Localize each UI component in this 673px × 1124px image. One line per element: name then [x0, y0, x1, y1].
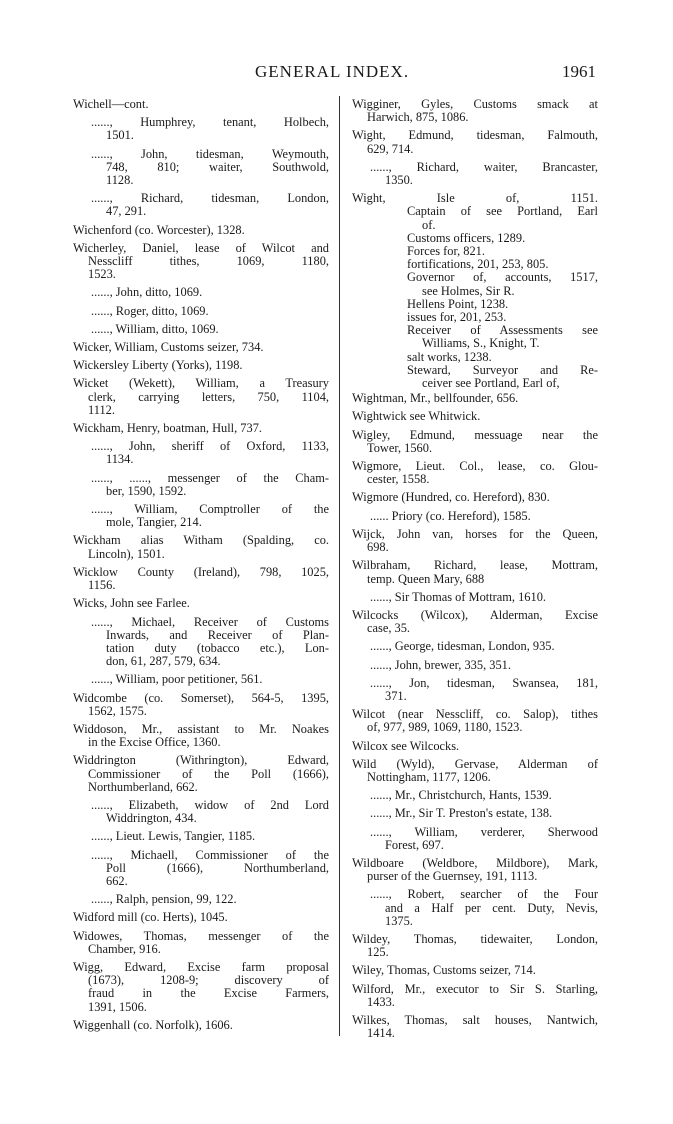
index-entry-line: Wild (Wyld), Gervase, Alderman of — [352, 756, 598, 771]
index-entry — [73, 305, 329, 318]
index-entry-line: Williams, S., Knight, T. — [422, 336, 540, 351]
index-entry-line: Wilkes, Thomas, salt houses, Nantwich, — [352, 1012, 598, 1027]
index-entry — [73, 472, 329, 498]
index-entry — [352, 640, 598, 653]
index-entry-line: ......, William, verderer, Sherwood — [370, 824, 598, 839]
index-entry-line: Wilcox see Wilcocks. — [352, 738, 460, 753]
index-entry — [352, 964, 598, 977]
index-entry — [73, 673, 329, 686]
index-entry-line: Widdrington (Withrington), Edward, — [73, 753, 329, 768]
index-entry-line: Wilcocks (Wilcox), Alderman, Excise — [352, 607, 598, 622]
index-entry-line: Wicks, John see Farlee. — [73, 596, 190, 611]
index-entry-line: ber, 1590, 1592. — [106, 483, 187, 498]
index-entry-line: mole, Tangier, 214. — [106, 515, 202, 530]
index-entry-line: Northumberland, 662. — [88, 779, 198, 794]
index-entry — [73, 799, 329, 825]
index-entry — [352, 192, 598, 390]
index-entry-line: Wigginer, Gyles, Customs smack at — [352, 97, 598, 111]
index-entry-line: Wickham alias Witham (Spalding, co. — [73, 533, 329, 548]
index-entry — [73, 377, 329, 417]
index-entry — [352, 460, 598, 486]
index-entry-line: ......, Sir Thomas of Mottram, 1610. — [370, 589, 546, 604]
index-entry-line: Wightman, Mr., bellfounder, 656. — [352, 391, 519, 406]
index-entry — [73, 692, 329, 718]
index-entry-line: Tower, 1560. — [367, 440, 433, 455]
index-entry — [73, 961, 329, 1014]
index-entry-line: 1375. — [385, 913, 413, 928]
index-entry-line: Wigmore (Hundred, co. Hereford), 830. — [352, 490, 550, 505]
index-entry-line: tation duty (tobacco etc.), Lon- — [106, 640, 329, 655]
index-entry — [73, 1019, 329, 1032]
index-entry-line: 662. — [106, 873, 128, 888]
index-entry-line: ......, William, poor petitioner, 561. — [91, 672, 263, 687]
index-entry-line: ceiver see Portland, Earl of, — [422, 376, 560, 391]
index-entry-line: ......, Elizabeth, widow of 2nd Lord — [91, 797, 329, 812]
index-entry-line: ......, William, Comptroller of the — [91, 502, 329, 517]
index-entry — [73, 911, 329, 924]
index-entry-line: 125. — [367, 945, 389, 960]
index-entry — [73, 341, 329, 354]
index-entry-line: clerk, carrying letters, 750, 1104, — [88, 389, 329, 404]
index-entry-line: Widford mill (co. Herts), 1045. — [73, 910, 228, 925]
index-entry-line: 1391, 1506. — [88, 999, 147, 1014]
index-entry-line: ......, John, ditto, 1069. — [91, 285, 203, 300]
index-entry-line: see Holmes, Sir R. — [422, 283, 515, 298]
index-entry-line: ......, Ralph, pension, 99, 122. — [91, 892, 237, 907]
index-entry — [73, 286, 329, 299]
index-entry — [73, 597, 329, 610]
index-entry — [352, 789, 598, 802]
index-entry-line: ......, Mr., Sir T. Preston's estate, 138. — [370, 806, 553, 821]
index-entry — [352, 933, 598, 959]
index-entry-line: Captain of see Portland, Earl — [407, 204, 598, 219]
index-entry — [352, 888, 598, 928]
index-entry-line: ......, Humphrey, tenant, Holbech, — [91, 115, 329, 130]
index-entry-line: 47, 291. — [106, 204, 147, 219]
index-entry-line: don, 61, 287, 579, 634. — [106, 654, 221, 669]
index-entry-line: (1673), 1208-9; discovery of — [88, 973, 329, 988]
index-column-left — [73, 98, 329, 1037]
index-entry-line: ......, William, ditto, 1069. — [91, 321, 219, 336]
index-entry-line: Wiley, Thomas, Customs seizer, 714. — [352, 963, 536, 978]
index-entry-line: Wicklow County (Ireland), 798, 1025, — [73, 564, 329, 579]
index-entry — [352, 98, 598, 124]
index-entry-line: Hellens Point, 1238. — [407, 296, 509, 311]
index-entry-line: ......, George, tidesman, London, 935. — [370, 639, 555, 654]
index-entry-line: Wildboare (Weldbore, Mildbore), Mark, — [352, 855, 598, 870]
index-entry — [352, 807, 598, 820]
index-entry-line: purser of the Guernsey, 191, 1113. — [367, 869, 538, 884]
index-entry — [73, 359, 329, 372]
index-entry — [73, 116, 329, 142]
index-entry-line: 629, 714. — [367, 141, 414, 156]
index-entry-line: 1134. — [106, 452, 134, 467]
index-entry — [73, 830, 329, 843]
index-entry — [73, 422, 329, 435]
index-entry — [352, 392, 598, 405]
index-entry-line: Wickersley Liberty (Yorks), 1198. — [73, 358, 243, 373]
index-entry — [73, 148, 329, 188]
index-entry-line: ......, Robert, searcher of the Four — [370, 887, 598, 902]
page-number: 1961 — [562, 62, 596, 81]
index-entry-line: Wichenford (co. Worcester), 1328. — [73, 222, 245, 237]
index-entry-line: Poll (1666), Northumberland, — [106, 860, 329, 875]
index-entry-line: Harwich, 875, 1086. — [367, 110, 469, 125]
index-entry-line: ......, John, brewer, 335, 351. — [370, 657, 511, 672]
index-entry-line: ......, Jon, tidesman, Swansea, 181, — [370, 675, 598, 690]
index-entry-line: cester, 1558. — [367, 472, 430, 487]
index-entry — [352, 758, 598, 784]
index-entry-line: case, 35. — [367, 621, 411, 636]
index-entry-line: 1128. — [106, 173, 134, 188]
index-entry-line: Wijck, John van, horses for the Queen, — [352, 526, 598, 541]
index-entry — [73, 323, 329, 336]
index-entry — [352, 491, 598, 504]
index-entry-line: Wildey, Thomas, tidewaiter, London, — [352, 931, 598, 946]
index-entry-line: Wigley, Edmund, messuage near the — [352, 427, 598, 442]
index-entry-line: issues for, 201, 253. — [407, 310, 507, 325]
index-entry — [73, 98, 329, 111]
index-entry-line: Widdrington, 434. — [106, 811, 197, 826]
index-entry-line: ......, Michaell, Commissioner of the — [91, 847, 329, 862]
index-entry-line: Wichell—cont. — [73, 97, 149, 111]
index-entry-line: 1156. — [88, 578, 116, 593]
index-entry-line: ......, Mr., Christchurch, Hants, 1539. — [370, 788, 552, 803]
index-entry — [352, 429, 598, 455]
index-entry-line: fraud in the Excise Farmers, — [88, 986, 329, 1001]
index-entry-line: Widcombe (co. Somerset), 564-5, 1395, — [73, 690, 329, 705]
index-entry — [73, 534, 329, 560]
index-entry — [352, 528, 598, 554]
index-entry-line: 1562, 1575. — [88, 703, 147, 718]
page-title: GENERAL INDEX. — [255, 62, 410, 81]
index-entry-line: ......, Lieut. Lewis, Tangier, 1185. — [91, 829, 256, 844]
index-entry-line: Wight, Isle of, 1151. — [352, 191, 598, 206]
index-entry — [73, 893, 329, 906]
index-entry-line: in the Excise Office, 1360. — [88, 735, 221, 750]
index-entry-line: 1501. — [106, 128, 134, 143]
index-entry-line: 1350. — [385, 173, 413, 188]
page-header — [0, 62, 673, 86]
index-entry — [352, 708, 598, 734]
index-entry-line: Forces for, 821. — [407, 244, 485, 259]
index-entry-line: of, 977, 989, 1069, 1180, 1523. — [367, 720, 523, 735]
index-entry-line: 698. — [367, 540, 389, 555]
index-entry-line: Wilford, Mr., executor to Sir S. Starling, — [352, 981, 598, 996]
index-entry-line: and a Half per cent. Duty, Nevis, — [385, 900, 598, 915]
index-entry — [352, 826, 598, 852]
index-entry — [73, 242, 329, 282]
index-column-right — [352, 98, 598, 1045]
index-entry-line: Widdoson, Mr., assistant to Mr. Noakes — [73, 721, 329, 736]
index-entry-line: Wicket (Wekett), William, a Treasury — [73, 376, 329, 391]
index-entry-line: Commissioner of the Poll (1666), — [88, 766, 329, 781]
index-entry — [352, 591, 598, 604]
index-entry — [352, 609, 598, 635]
index-entry — [73, 754, 329, 794]
index-entry — [73, 503, 329, 529]
index-entry — [352, 857, 598, 883]
index-entry-line: Chamber, 916. — [88, 941, 161, 956]
index-entry-line: Forest, 697. — [385, 837, 444, 852]
index-entry-line: Inwards, and Receiver of Plan- — [106, 627, 329, 642]
index-entry — [352, 129, 598, 155]
index-entry — [73, 723, 329, 749]
index-entry-line: ......, Richard, waiter, Brancaster, — [370, 159, 598, 174]
index-entry — [352, 1014, 598, 1040]
index-entry-line: 371. — [385, 688, 407, 703]
index-entry-line: ......, Richard, tidesman, London, — [91, 191, 329, 206]
index-entry-line: Wilbraham, Richard, lease, Mottram, — [352, 558, 598, 573]
index-entry-line: 1523. — [88, 267, 116, 282]
index-entry-line: ......, Michael, Receiver of Customs — [91, 614, 329, 629]
column-divider — [339, 96, 340, 1036]
index-entry — [73, 440, 329, 466]
index-entry — [352, 161, 598, 187]
index-entry — [352, 410, 598, 423]
index-entry-line: salt works, 1238. — [407, 349, 492, 364]
index-entry — [73, 566, 329, 592]
index-entry-line: fortifications, 201, 253, 805. — [407, 257, 549, 272]
index-entry-line: ......, John, tidesman, Weymouth, — [91, 146, 329, 161]
index-entry-line: 1112. — [88, 402, 115, 417]
index-entry — [73, 849, 329, 889]
index-entry — [73, 224, 329, 237]
index-entry-line: Wigg, Edward, Excise farm proposal — [73, 959, 329, 974]
index-entry-line: Wickham, Henry, boatman, Hull, 737. — [73, 421, 262, 436]
index-entry-line: Widowes, Thomas, messenger of the — [73, 928, 329, 943]
index-entry-line: Wigmore, Lieut. Col., lease, co. Glou- — [352, 459, 598, 474]
index-entry-line: Wicker, William, Customs seizer, 734. — [73, 340, 264, 355]
index-entry-line: Nottingham, 1177, 1206. — [367, 769, 491, 784]
index-entry-line: Wicherley, Daniel, lease of Wilcot and — [73, 240, 329, 255]
index-entry — [352, 677, 598, 703]
index-entry-line: 1414. — [367, 1026, 395, 1041]
index-entry-line: Nesscliff tithes, 1069, 1180, — [88, 254, 329, 269]
index-entry-line: Lincoln), 1501. — [88, 546, 165, 561]
index-entry-line: ......, ......, messenger of the Cham- — [91, 470, 329, 485]
index-entry-line: 1433. — [367, 994, 395, 1009]
index-entry — [352, 659, 598, 672]
index-entry — [352, 559, 598, 585]
index-entry-line: Customs officers, 1289. — [407, 230, 526, 245]
index-entry-line: ...... Priory (co. Hereford), 1585. — [370, 508, 531, 523]
index-entry-line: of. — [422, 217, 436, 232]
index-entry — [73, 616, 329, 669]
index-entry-line: 748, 810; waiter, Southwold, — [106, 159, 329, 174]
index-entry — [352, 740, 598, 753]
index-entry-line: ......, Roger, ditto, 1069. — [91, 303, 209, 318]
index-entry — [73, 192, 329, 218]
index-entry-line: temp. Queen Mary, 688 — [367, 571, 485, 586]
index-entry-line: Governor of, accounts, 1517, — [407, 270, 598, 285]
index-entry-line: Wiggenhall (co. Norfolk), 1606. — [73, 1017, 233, 1032]
index-entry — [352, 510, 598, 523]
index-entry-line: Steward, Surveyor and Re- — [407, 362, 598, 377]
index-entry-line: ......, John, sheriff of Oxford, 1133, — [91, 439, 329, 454]
index-entry-line: Wilcot (near Nesscliff, co. Salop), tithes — [352, 707, 598, 722]
index-entry-line: Wightwick see Whitwick. — [352, 409, 481, 424]
index-entry-line: Receiver of Assessments see — [407, 323, 598, 338]
index-entry — [73, 930, 329, 956]
index-entry-line: Wight, Edmund, tidesman, Falmouth, — [352, 128, 598, 143]
index-entry — [352, 983, 598, 1009]
